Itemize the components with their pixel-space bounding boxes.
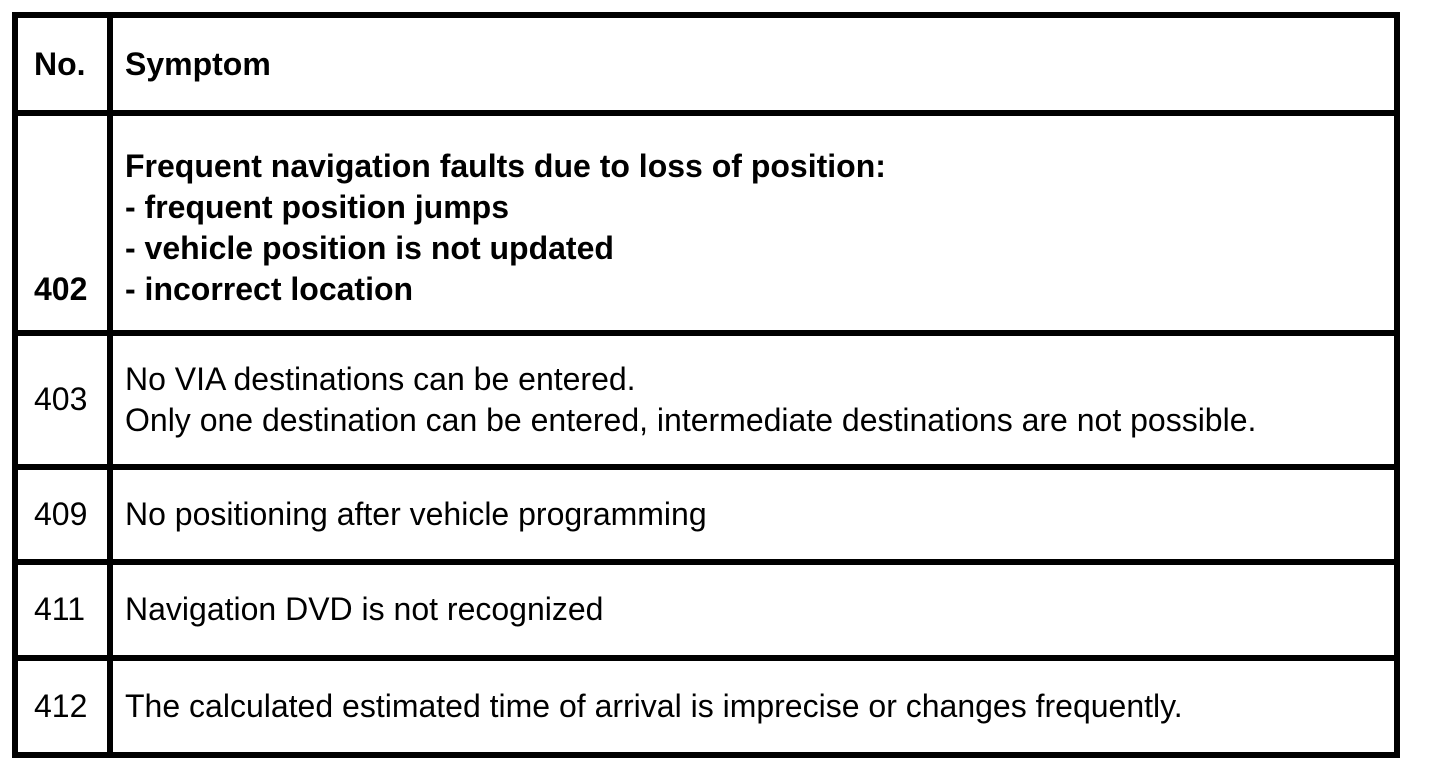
symptom-line: - incorrect location bbox=[125, 270, 414, 307]
table-row bbox=[18, 562, 1394, 657]
symptom-number: 412 bbox=[18, 658, 110, 752]
symptom-description bbox=[110, 658, 1394, 752]
symptom-number: 409 bbox=[18, 467, 110, 562]
symptom-line: No positioning after vehicle programming bbox=[125, 496, 707, 533]
column-header-no: No. bbox=[18, 18, 110, 113]
symptom-line: Navigation DVD is not recognized bbox=[125, 591, 604, 628]
symptom-line: - frequent position jumps bbox=[125, 188, 509, 225]
symptom-line: The calculated estimated time of arrival is imprecise or changes frequently. bbox=[125, 687, 1183, 724]
symptom-line: - vehicle position is not updated bbox=[125, 229, 614, 266]
symptom-line: Frequent navigation faults due to loss of position: bbox=[125, 147, 886, 184]
table-row bbox=[18, 467, 1394, 562]
symptom-number: 411 bbox=[18, 562, 110, 657]
table-row bbox=[18, 113, 1394, 332]
symptom-table-container bbox=[12, 12, 1400, 758]
symptom-description bbox=[110, 467, 1394, 562]
table-header-row bbox=[18, 18, 1394, 113]
symptom-line: No VIA destinations can be entered. bbox=[125, 360, 636, 397]
symptom-description bbox=[110, 113, 1394, 332]
table-row bbox=[18, 333, 1394, 467]
column-header-symptom: Symptom bbox=[110, 18, 1394, 113]
symptom-number: 402 bbox=[18, 113, 110, 332]
symptom-description bbox=[110, 333, 1394, 467]
symptom-table bbox=[18, 18, 1394, 752]
symptom-description bbox=[110, 562, 1394, 657]
symptom-number: 403 bbox=[18, 333, 110, 467]
symptom-line: Only one destination can be entered, intermediate destinations are not possible. bbox=[125, 401, 1257, 438]
table-row bbox=[18, 658, 1394, 752]
